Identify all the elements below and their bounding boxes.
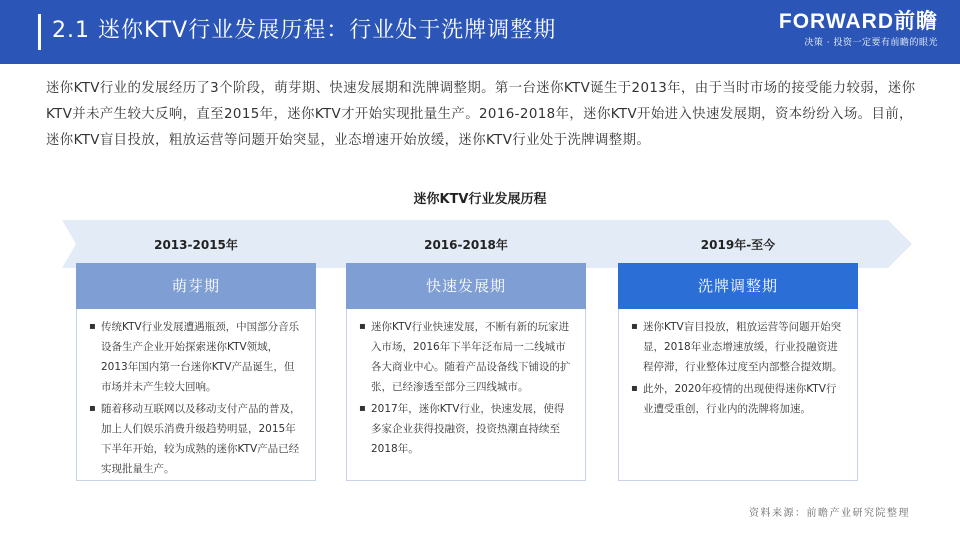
phase-detail-box xyxy=(618,309,858,481)
source-note: 资料来源：前瞻产业研究院整理 xyxy=(749,508,910,519)
brand-name: FORWARD前瞻 xyxy=(778,10,938,33)
bullet-dot-icon: ▪ xyxy=(631,383,638,394)
brand-slogan: 决策 · 投资一定要有前瞻的眼光 xyxy=(804,38,938,48)
phase-label: 快速发展期 xyxy=(346,263,586,309)
bullet-dot-icon: ▪ xyxy=(359,321,366,332)
phase-label: 洗牌调整期 xyxy=(618,263,858,309)
phase-date: 2013-2015年 xyxy=(154,238,238,252)
brand-logo xyxy=(738,10,938,50)
intro-paragraph: 迷你KTV行业的发展经历了3个阶段，萌芽期、快速发展期和洗牌调整期。第一台迷你KTV诞生于2013年，由于当时市场的接受能力较弱，迷你KTV并未产生较大反响，直至2015年，迷你KTV才开始实现批量生产。2016-2018年，迷你KTV开始进入快速发展期，资本纷纷入场。目前，迷你KTV盲目投放，粗放运营等问题开始突显，业态增速开始放缓，迷你KTV行业处于洗牌调整期。 xyxy=(46,81,916,148)
bullet-item: ▪ 此外，2020年疫情的出现使得迷你KTV行业遭受重创，行业内的洗牌将加速。 xyxy=(631,379,845,419)
bullet-dot-icon: ▪ xyxy=(89,321,96,332)
phase-column-sprout xyxy=(76,232,316,481)
page-title: 2.1 迷你KTV行业发展历程：行业处于洗牌调整期 xyxy=(52,18,557,43)
phase-detail-box xyxy=(76,309,316,481)
bullet-dot-icon: ▪ xyxy=(89,403,96,414)
chart-title: 迷你KTV行业发展历程 xyxy=(413,192,547,207)
header-bar xyxy=(0,0,960,64)
bullet-dot-icon: ▪ xyxy=(359,403,366,414)
bullet-item: ▪ 2017年，迷你KTV行业，快速发展，使得多家企业获得投融资，投资热潮直持续至2018年。 xyxy=(359,399,573,459)
bullet-item: ▪ 迷你KTV盲目投放，粗放运营等问题开始突显，2018年业态增速放缓，行业投融资进程停滞，行业整体过度至内部整合提效期。 xyxy=(631,317,845,377)
bullet-item: ▪ 传统KTV行业发展遭遇瓶颈，中国部分音乐设备生产企业开始探索迷你KTV领域，2013年国内第一台迷你KTV产品诞生，但市场并未产生较大回响。 xyxy=(89,317,303,397)
phase-column-growth xyxy=(346,232,586,481)
phase-label: 萌芽期 xyxy=(76,263,316,309)
phase-detail-box xyxy=(346,309,586,481)
bullet-dot-icon: ▪ xyxy=(631,321,638,332)
phase-date: 2016-2018年 xyxy=(424,238,508,252)
header-accent-line xyxy=(38,14,41,50)
bullet-item: ▪ 迷你KTV行业快速发展，不断有新的玩家进入市场，2016年下半年泛布局一二线城市各大商业中心。随着产品设备线下铺设的扩张，已经渗透至部分三四线城市。 xyxy=(359,317,573,397)
phase-column-reshuffle xyxy=(618,232,858,481)
bullet-item: ▪ 随着移动互联网以及移动支付产品的普及，加上人们娱乐消费升级趋势明显，2015年下半年开始，较为成熟的迷你KTV产品已经实现批量生产。 xyxy=(89,399,303,479)
phase-date: 2019年-至今 xyxy=(700,238,776,252)
